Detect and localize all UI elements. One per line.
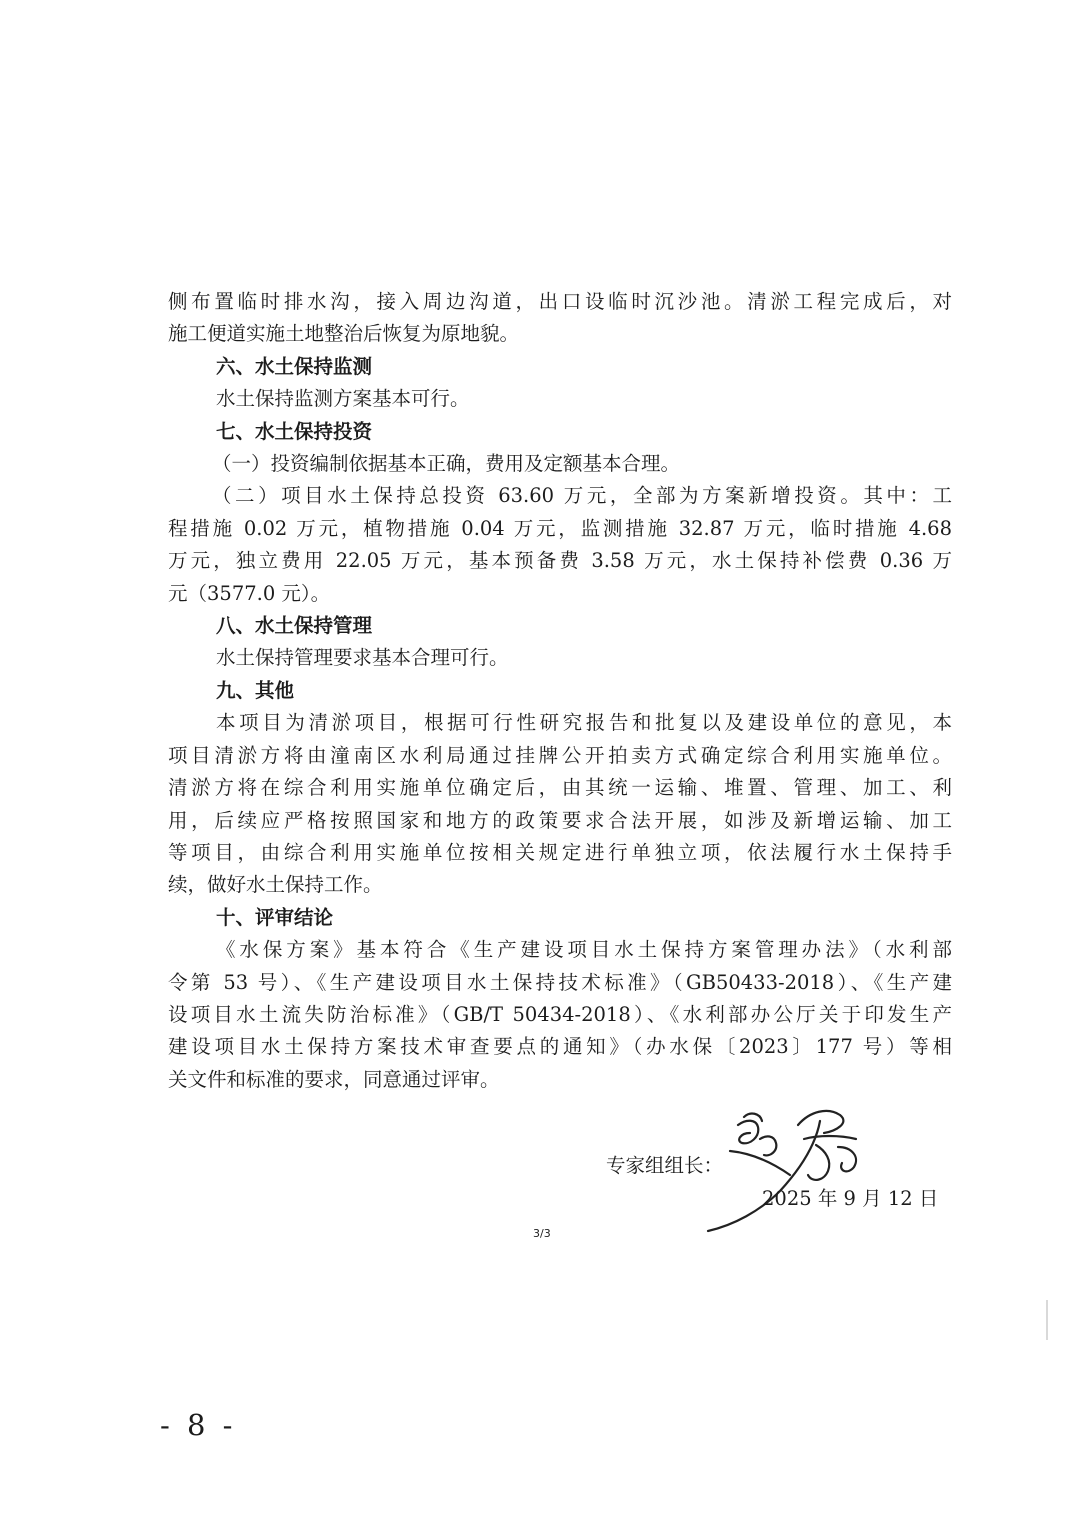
body-line: 侧布置临时排水沟，接入周边沟道，出口设临时沉沙池。清淤工程完成后，对 (168, 290, 952, 313)
signature-date: 2025 年 9 月 12 日 (762, 1187, 939, 1210)
section-heading-monitoring: 六、水土保持监测 (216, 354, 373, 378)
section-heading-management: 八、水土保持管理 (216, 614, 373, 638)
section-heading-conclusion: 十、评审结论 (216, 905, 334, 929)
inner-page-indicator: 3/3 (533, 1227, 551, 1240)
body-line: 水土保持监测方案基本可行。 (216, 387, 470, 411)
signature-label: 专家组组长： (606, 1154, 724, 1177)
body-line: 令第 53 号）、《生产建设项目水土保持技术标准》（GB50433-2018）、《生产建 (168, 970, 952, 994)
body-line: 建设项目水土保持方案技术审查要点的通知》（办水保〔2023〕177 号）等相 (168, 1035, 952, 1059)
body-line: 水土保持管理要求基本合理可行。 (216, 646, 509, 670)
body-line: 程措施 0.02 万元，植物措施 0.04 万元，监测措施 32.87 万元，临时措施 4.68 (168, 516, 952, 540)
section-heading-investment: 七、水土保持投资 (216, 419, 373, 443)
body-line: 项目清淤方将由潼南区水利局通过挂牌公开拍卖方式确定综合利用实施单位。 (168, 743, 952, 767)
page-number: - 8 - (160, 1408, 237, 1442)
body-line: 等项目，由综合利用实施单位按相关规定进行单独立项，依法履行水土保持手 (168, 840, 952, 864)
body-line: 《水保方案》基本符合《生产建设项目水土保持方案管理办法》（水利部 (216, 938, 952, 962)
body-line: 万元，独立费用 22.05 万元，基本预备费 3.58 万元，水土保持补偿费 0.36 万 (168, 549, 952, 573)
handwritten-signature (700, 1095, 900, 1235)
body-line: 本项目为清淤项目，根据可行性研究报告和批复以及建设单位的意见，本 (216, 711, 952, 735)
body-line: 关文件和标准的要求，同意通过评审。 (168, 1067, 500, 1091)
body-line: 续，做好水土保持工作。 (168, 873, 383, 897)
document-body (168, 286, 952, 1096)
scan-edge-mark (1046, 1300, 1048, 1340)
body-line: 设项目水土流失防治标准》（GB/T 50434-2018）、《水利部办公厅关于印发生产 (168, 1002, 952, 1026)
body-line: 元（3577.0 元）。 (168, 581, 331, 605)
section-heading-other: 九、其他 (216, 678, 295, 702)
body-line: 施工便道实施土地整治后恢复为原地貌。 (168, 322, 520, 346)
body-line: 用，后续应严格按照国家和地方的政策要求合法开展，如涉及新增运输、加工 (168, 808, 952, 832)
body-line: （一）投资编制依据基本正确，费用及定额基本合理。 (212, 452, 681, 476)
body-line: （二）项目水土保持总投资 63.60 万元，全部为方案新增投资。其中：工 (212, 484, 952, 508)
body-line: 清淤方将在综合利用实施单位确定后，由其统一运输、堆置、管理、加工、利 (168, 776, 952, 800)
